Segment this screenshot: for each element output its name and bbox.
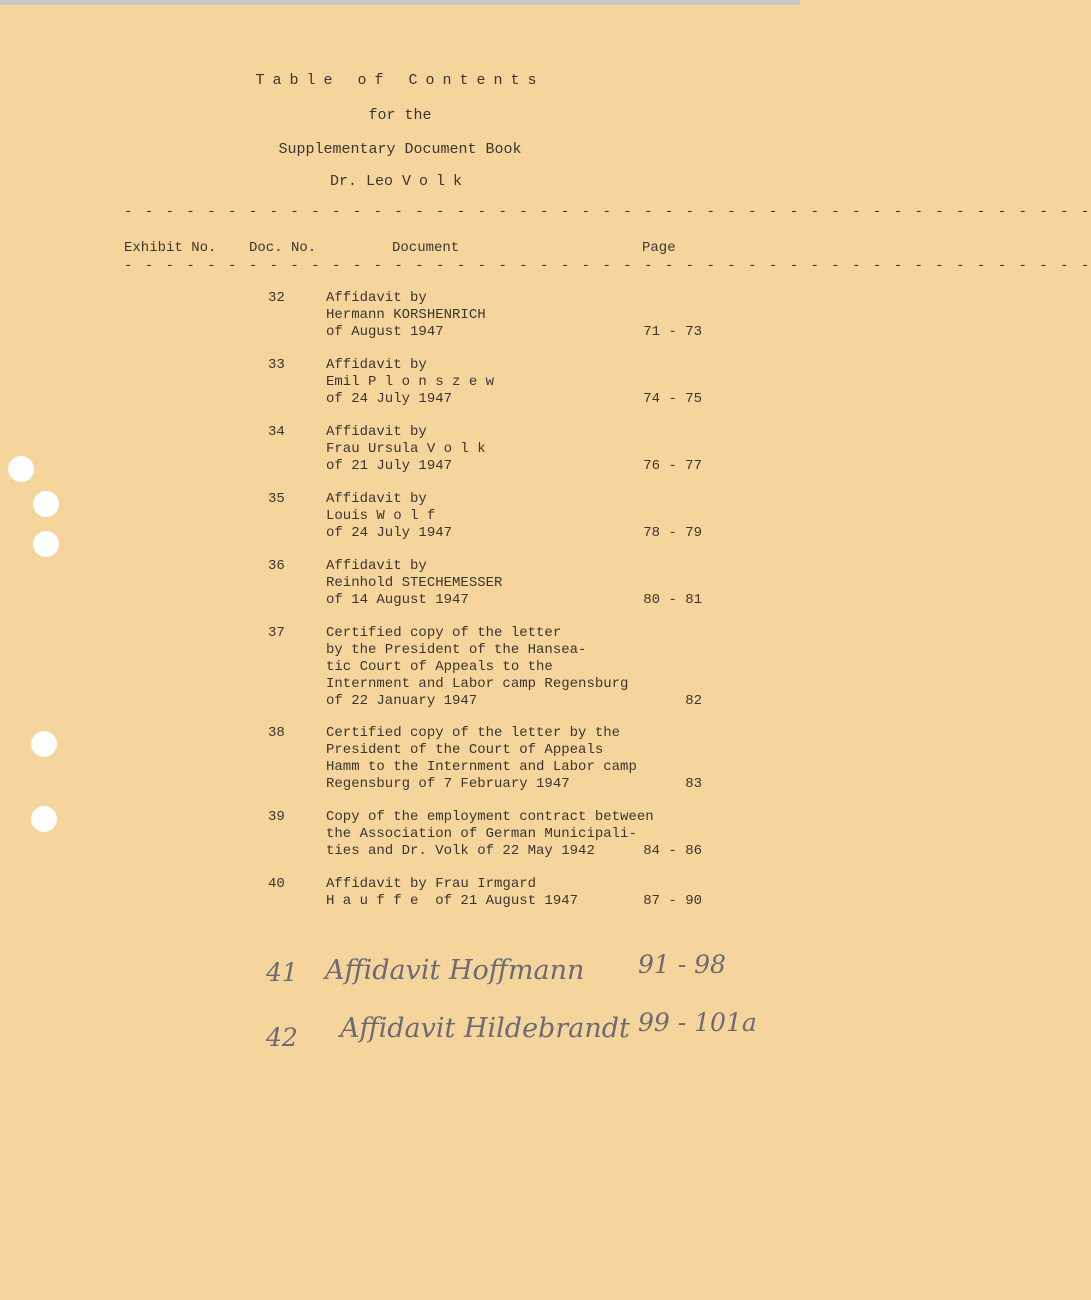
description-line: Louis W o l f bbox=[326, 508, 436, 524]
author-prefix: Dr. Leo bbox=[329, 173, 393, 190]
page-top-edge bbox=[0, 0, 800, 5]
description-line: President of the Court of Appeals bbox=[326, 742, 604, 758]
document-description bbox=[326, 725, 637, 793]
description-line: the Association of German Municipali- bbox=[326, 826, 637, 842]
doc-number: 32 bbox=[268, 290, 285, 306]
doc-number: 33 bbox=[268, 357, 285, 373]
description-line: of August 1947 bbox=[326, 324, 444, 340]
handwritten-document: Affidavit Hildebrandt bbox=[340, 1013, 630, 1044]
description-line: H a u f f e of 21 August 1947 bbox=[326, 893, 579, 909]
description-line: Hermann KORSHENRICH bbox=[326, 307, 486, 323]
document-description bbox=[326, 424, 486, 475]
page-range: 80 - 81 bbox=[643, 592, 702, 608]
punch-hole bbox=[33, 531, 59, 557]
handwritten-doc-no: 41 bbox=[266, 958, 298, 987]
description-line: tic Court of Appeals to the bbox=[326, 659, 553, 675]
page-range: 76 - 77 bbox=[643, 458, 702, 474]
dashed-rule-header: - - - - - - - - - - - - - - - - - - - - - - - - - - - - - - - - - - - - - - - - - - - - - - - bbox=[124, 258, 1091, 274]
page-range: 74 - 75 bbox=[643, 391, 702, 407]
title-document-book: Supplementary Document Book bbox=[278, 141, 522, 158]
title-for-the: for the bbox=[368, 107, 432, 124]
description-line: of 24 July 1947 bbox=[326, 525, 453, 541]
document-description bbox=[326, 625, 628, 710]
handwritten-document: Affidavit Hoffmann bbox=[325, 955, 585, 986]
doc-number: 40 bbox=[268, 876, 285, 892]
document-description bbox=[326, 809, 654, 860]
description-line: Affidavit by bbox=[326, 424, 427, 440]
description-line: Affidavit by Frau Irmgard bbox=[326, 876, 537, 892]
description-line: Regensburg of 7 February 1947 bbox=[326, 776, 570, 792]
document-description bbox=[326, 558, 502, 609]
dashed-rule-top: - - - - - - - - - - - - - - - - - - - - - - - - - - - - - - - - - - - - - - - - - - - - - - - bbox=[124, 204, 1091, 220]
description-line: Affidavit by bbox=[326, 357, 427, 373]
column-header-exhibit-no: Exhibit No. bbox=[124, 240, 217, 256]
description-line: Internment and Labor camp Regensburg bbox=[326, 676, 629, 692]
punch-hole bbox=[8, 456, 34, 482]
doc-number: 39 bbox=[268, 809, 285, 825]
description-line: Hamm to the Internment and Labor camp bbox=[326, 759, 637, 775]
handwritten-doc-no: 42 bbox=[266, 1023, 298, 1052]
document-description bbox=[326, 357, 494, 408]
description-line: Copy of the employment contract between bbox=[326, 809, 654, 825]
description-line: Emil P l o n s z e w bbox=[326, 374, 495, 390]
description-line: ties and Dr. Volk of 22 May 1942 bbox=[326, 843, 595, 859]
description-line: Certified copy of the letter by the bbox=[326, 725, 621, 741]
description-line: Frau Ursula V o l k bbox=[326, 441, 486, 457]
description-line: Affidavit by bbox=[326, 290, 427, 306]
page-range: 84 - 86 bbox=[643, 843, 702, 859]
document-description bbox=[326, 876, 578, 910]
punch-hole bbox=[31, 806, 57, 832]
description-line: Certified copy of the letter bbox=[326, 625, 562, 641]
column-header-document: Document bbox=[392, 240, 460, 256]
description-line: of 14 August 1947 bbox=[326, 592, 469, 608]
description-line: of 21 July 1947 bbox=[326, 458, 453, 474]
doc-number: 38 bbox=[268, 725, 285, 741]
page-range: 82 bbox=[685, 693, 702, 709]
page-range: 87 - 90 bbox=[643, 893, 702, 909]
doc-number: 35 bbox=[268, 491, 285, 507]
handwritten-pages: 99 - 101a bbox=[638, 1008, 757, 1037]
description-line: of 22 January 1947 bbox=[326, 693, 478, 709]
author-name: Volk bbox=[402, 173, 471, 190]
document-title: Table of Contents bbox=[255, 72, 545, 89]
punch-hole bbox=[31, 731, 57, 757]
title-author bbox=[0, 173, 800, 190]
punch-hole bbox=[33, 491, 59, 517]
doc-number: 34 bbox=[268, 424, 285, 440]
page-range: 83 bbox=[685, 776, 702, 792]
description-line: Affidavit by bbox=[326, 491, 427, 507]
description-line: by the President of the Hansea- bbox=[326, 642, 587, 658]
handwritten-pages: 91 - 98 bbox=[638, 950, 726, 979]
description-line: Reinhold STECHEMESSER bbox=[326, 575, 503, 591]
document-description bbox=[326, 491, 452, 542]
description-line: of 24 July 1947 bbox=[326, 391, 453, 407]
doc-number: 37 bbox=[268, 625, 285, 641]
doc-number: 36 bbox=[268, 558, 285, 574]
description-line: Affidavit by bbox=[326, 558, 427, 574]
document-description bbox=[326, 290, 486, 341]
page-range: 71 - 73 bbox=[643, 324, 702, 340]
column-header-page: Page bbox=[642, 240, 676, 256]
column-header-doc-no: Doc. No. bbox=[249, 240, 317, 256]
page-range: 78 - 79 bbox=[643, 525, 702, 541]
